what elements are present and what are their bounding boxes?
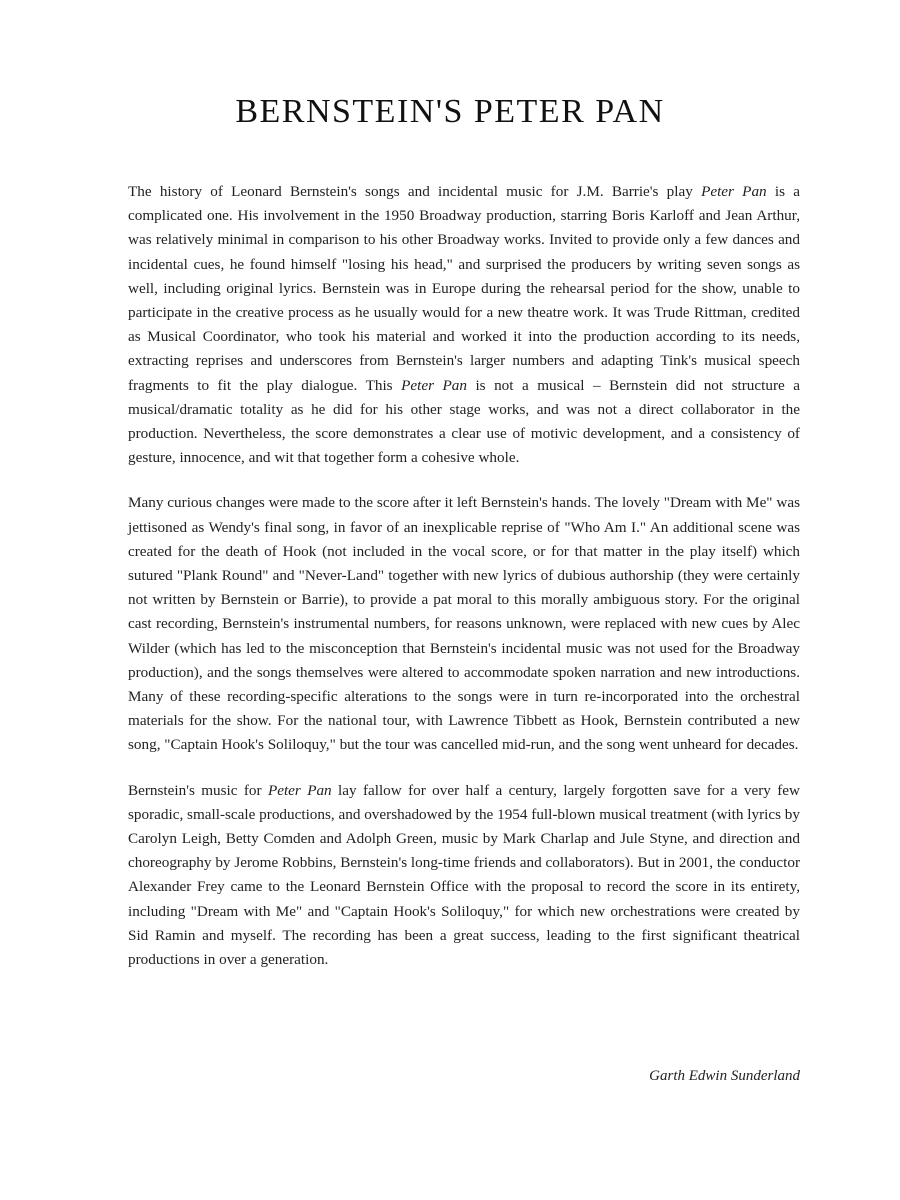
text-run: is not a musical – Bernstein did not structure a musical/dramatic totality as he did for his other stage works, and was not a direct collaborator in the production. Nevertheless, the score demonstrates a clear use of motivic development, and a consistency of gesture, innocence, and wit that together form a cohesive whole.	[128, 376, 800, 467]
author-signature: Garth Edwin Sunderland	[649, 1068, 800, 1084]
text-run: Many curious changes were made to the score after it left Bernstein's hands. The lovely "Dream with Me" was jettisoned as Wendy's final song, in favor of an inexplicable reprise of "Who Am I." An additional scene was created for the death of Hook (not included in the vocal score, or for that matter in the play itself) which sutured "Plank Round" and "Never-Land" together with new lyrics of dubious authorship (they were certainly not written by Bernstein or Barrie), to provide a pat moral to this morally ambiguous story. For the original cast recording, Bernstein's instrumental numbers, for reasons unknown, were replaced with new cues by Alec Wilder (which has led to the misconception that Bernstein's incidental music was not used for the Broadway production), and the songs themselves were altered to accommodate spoken narration and new introductions. Many of these recording-specific alterations to the songs were in turn re-incorporated into the orchestral materials for the show. For the national tour, with Lawrence Tibbett as Hook, Bernstein contributed a new song, "Captain Hook's Soliloquy," but the tour was cancelled mid-run, and the song went unheard for decades.	[128, 494, 800, 754]
text-run: The history of Leonard Bernstein's songs and incidental music for J.M. Barrie's play	[128, 183, 702, 200]
page-title: BERNSTEIN'S PETER PAN	[235, 93, 665, 130]
paragraph	[128, 779, 800, 973]
italic-title-run: Peter Pan	[401, 376, 467, 394]
paragraph	[128, 180, 800, 470]
italic-title-run: Peter Pan	[267, 781, 332, 799]
text-run: is a complicated one. His involvement in the 1950 Broadway production, starring Boris Karloff and Jean Arthur, was relatively minimal in comparison to his other Broadway works. Invited to provide only a few dances and incidental cues, he found himself "losing his head," and surprised the producers by writing seven songs as well, including original lyrics. Bernstein was in Europe during the rehearsal period for the show, unable to participate in the creative process as he usually would for a new theatre work. It was Trude Rittman, credited as Musical Coordinator, who took his material and worked it into the production according to its needs, extracting reprises and underscores from Bernstein's larger numbers and adapting Tink's musical speech fragments to fit the play dialogue. This	[128, 183, 800, 394]
text-run: Bernstein's music for	[128, 781, 268, 799]
italic-title-run: Peter Pan	[701, 183, 767, 200]
paragraph	[128, 491, 800, 757]
text-run: lay fallow for over half a century, largely forgotten save for a very few sporadic, small-scale productions, and overshadowed by the 1954 full-blown musical treatment (with lyrics by Carolyn Leigh, Betty Comden and Adolph Green, music by Mark Charlap and Jule Styne, and direction and choreography by Jerome Robbins, Bernstein's long-time friends and collaborators). But in 2001, the conductor Alexander Frey came to the Leonard Bernstein Office with the proposal to record the score in its entirety, including "Dream with Me" and "Captain Hook's Soliloquy," for which new orchestrations were created by Sid Ramin and myself. The recording has been a great success, leading to the first significant theatrical productions in over a generation.	[128, 781, 800, 969]
body-text	[128, 180, 800, 993]
